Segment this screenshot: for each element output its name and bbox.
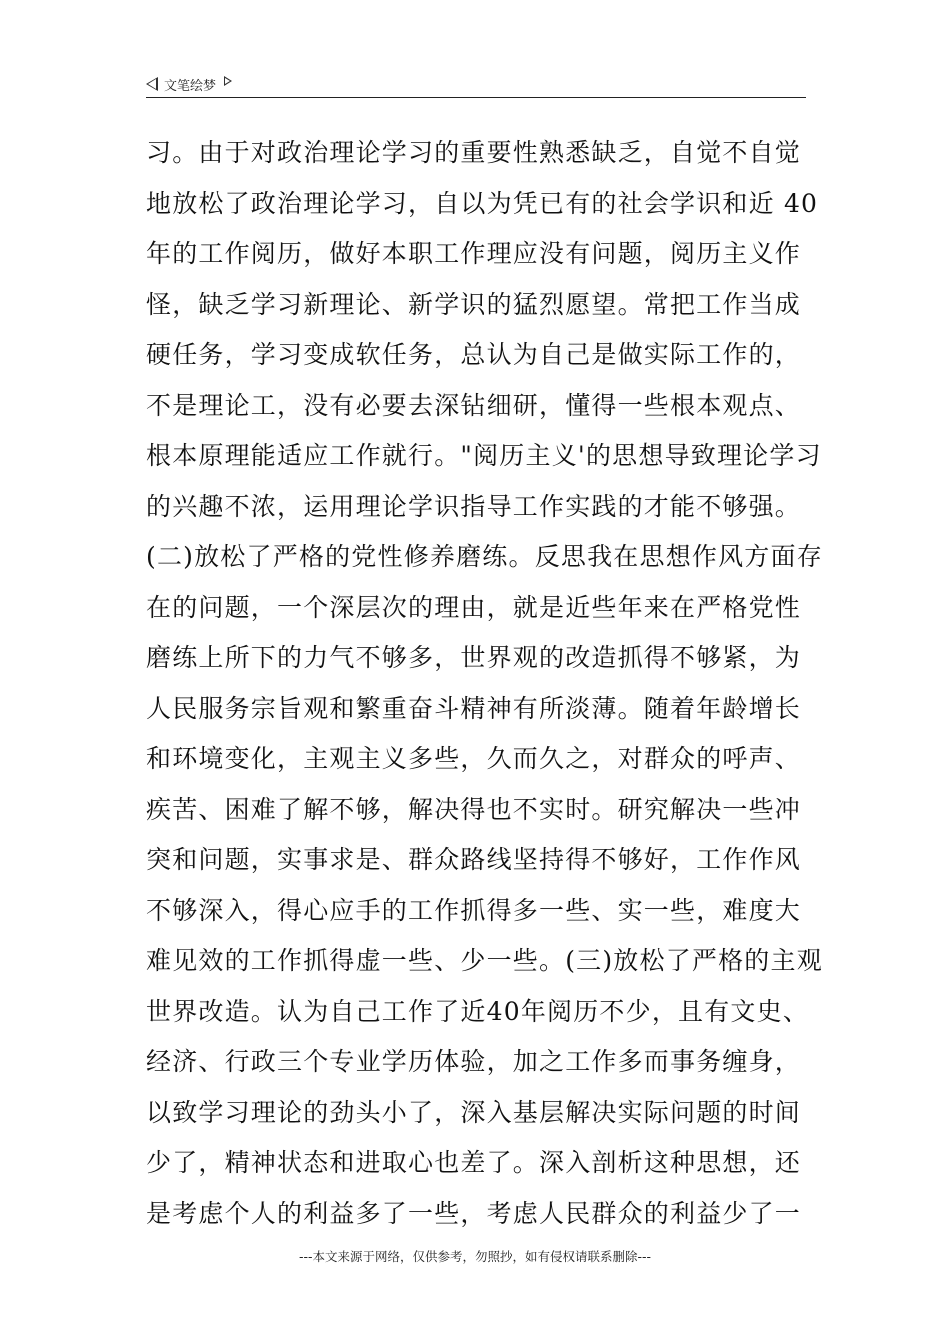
- text-line: 不够深入，得心应手的工作抓得多一些、实一些，难度大: [146, 895, 802, 925]
- text-line: 世界改造。认为自己工作了近40年阅历不少，且有文史、: [146, 996, 810, 1026]
- right-triangle-icon: [224, 76, 232, 86]
- text-line: 根本原理能适应工作就行。"阅历主义'的思想导致理论学习: [146, 441, 822, 470]
- footer-notice: ---本文来源于网络，仅供参考，勿照抄，如有侵权请联系删除---: [298, 1249, 652, 1264]
- header-title: 文笔绘梦: [164, 78, 217, 94]
- text-line: 少了，精神状态和进取心也差了。深入剖析这种思想，还: [146, 1148, 802, 1177]
- text-line: 的兴趣不浓，运用理论学识指导工作实践的才能不够强。: [146, 491, 802, 521]
- text-line: 是考虑个人的利益多了一些，考虑人民群众的利益少了一: [146, 1198, 802, 1228]
- text-line: 人民服务宗旨观和繁重奋斗精神有所淡薄。随着年龄增长: [146, 693, 802, 723]
- header-divider: [146, 97, 806, 98]
- text-line: 不是理论工，没有必要去深钻细研，懂得一些根本观点、: [146, 390, 802, 420]
- text-line: 习。由于对政治理论学习的重要性熟悉缺乏，自觉不自觉: [146, 138, 802, 167]
- left-triangle-icon: [146, 77, 158, 91]
- text-line: 难见效的工作抓得虚一些、少一些。(三)放松了严格的主观: [146, 946, 823, 975]
- page-header: [146, 72, 232, 96]
- text-line: 地放松了政治理论学习，自以为凭已有的社会学识和近 40: [146, 188, 819, 218]
- text-line: 疾苦、困难了解不够，解决得也不实时。研究解决一些冲: [146, 794, 802, 824]
- text-line: 突和问题，实事求是、群众路线坚持得不够好，工作作风: [146, 845, 802, 874]
- text-line: 硬任务，学习变成软任务，总认为自己是做实际工作的，: [146, 340, 802, 369]
- text-line: 怪，缺乏学习新理论、新学识的猛烈愿望。常把工作当成: [146, 289, 802, 319]
- text-line: 在的问题，一个深层次的理由，就是近些年来在严格党性: [146, 592, 802, 622]
- text-line: 年的工作阅历，做好本职工作理应没有问题，阅历主义作: [146, 239, 802, 268]
- document-body: [146, 128, 823, 1239]
- text-line: 和环境变化，主观主义多些，久而久之，对群众的呼声、: [146, 744, 802, 773]
- text-line: (二)放松了严格的党性修养磨练。反思我在思想作风方面存: [146, 542, 823, 571]
- text-line: 经济、行政三个专业学历体验，加之工作多而事务缠身，: [146, 1047, 802, 1076]
- text-line: 以致学习理论的劲头小了，深入基层解决实际问题的时间: [146, 1097, 802, 1127]
- text-line: 磨练上所下的力气不够多，世界观的改造抓得不够紧，为: [146, 643, 802, 672]
